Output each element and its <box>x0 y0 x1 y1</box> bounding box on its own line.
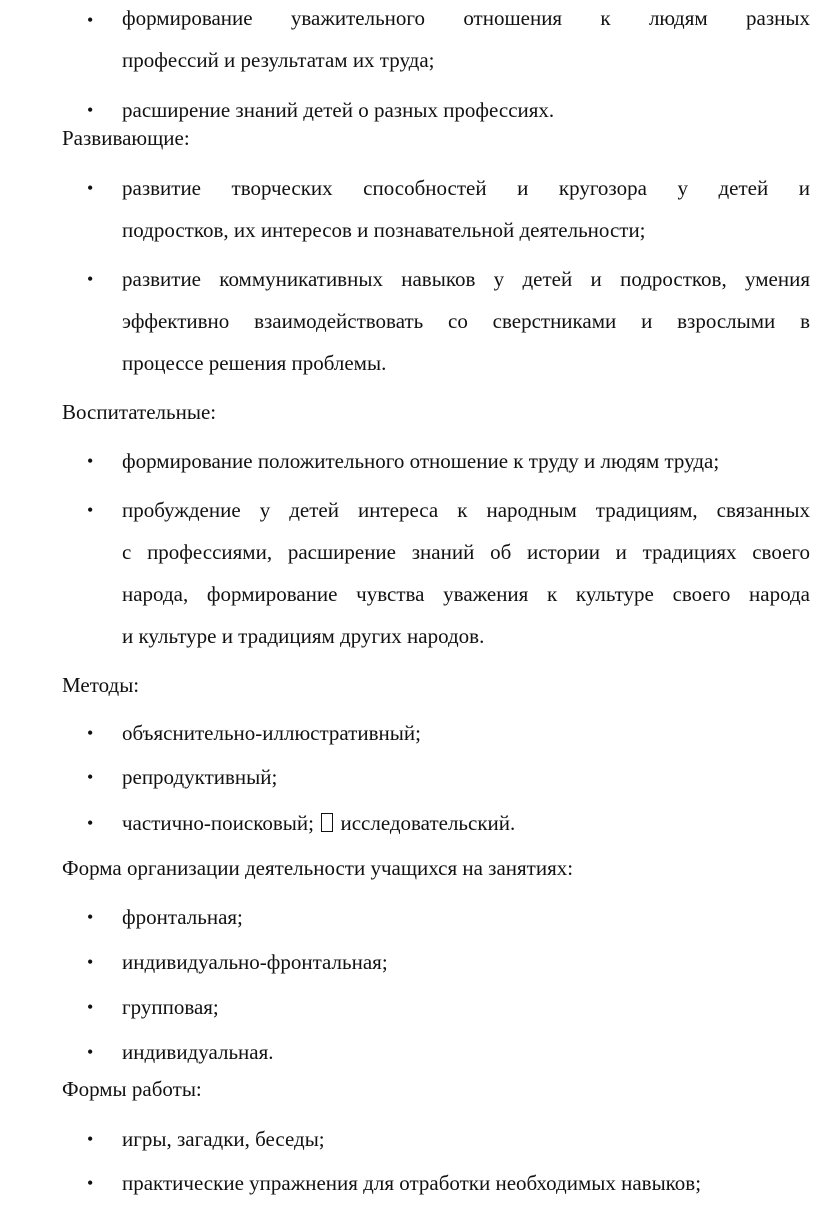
list-item-line: формирование уважительного отношения к людям разных <box>122 6 810 30</box>
list-item-line: индивидуальная. <box>122 1040 274 1064</box>
list-item-line: пробуждение у детей интереса к народным традициям, связанных <box>122 498 810 522</box>
bullet: • <box>87 952 94 972</box>
list-item-line: профессий и результатам их труда; <box>122 48 435 72</box>
method-text-part2: исследовательский. <box>340 811 516 835</box>
list-item-line: расширение знаний детей о разных профессиях. <box>122 98 555 122</box>
section-heading-organization: Форма организации деятельности учащихся на занятиях: <box>62 856 574 880</box>
missing-glyph-icon <box>321 813 333 832</box>
bullet: • <box>87 500 94 520</box>
list-item-line: с профессиями, расширение знаний об истории и традициях своего <box>122 540 810 564</box>
bullet: • <box>87 1042 94 1062</box>
list-item-line <box>122 802 810 844</box>
list-item-line: фронтальная; <box>122 905 243 929</box>
list-item-line: индивидуально-фронтальная; <box>122 950 388 974</box>
list-item-line: формирование положительного отношение к труду и людям труда; <box>122 449 720 473</box>
list-item-line: групповая; <box>122 995 219 1019</box>
bullet: • <box>87 178 94 198</box>
bullet: • <box>87 1129 94 1149</box>
bullet: • <box>87 767 94 787</box>
bullet: • <box>87 723 94 743</box>
list-item-line: процессе решения проблемы. <box>122 351 387 375</box>
list-item-line: народа, формирование чувства уважения к культуре своего народа <box>122 582 810 606</box>
list-item-line: развитие коммуникативных навыков у детей и подростков, умения <box>122 267 810 291</box>
bullet: • <box>87 907 94 927</box>
section-heading-upbringing: Воспитательные: <box>62 400 217 424</box>
bullet: • <box>87 1173 94 1193</box>
list-item-line: развитие творческих способностей и кругозора у детей и <box>122 176 810 200</box>
list-item-line: практические упражнения для отработки необходимых навыков; <box>122 1171 702 1195</box>
bullet: • <box>87 813 94 833</box>
list-item-line: подростков, их интересов и познавательной деятельности; <box>122 218 646 242</box>
bullet: • <box>87 269 94 289</box>
list-item-line: и культуре и традициям других народов. <box>122 624 485 648</box>
list-item-line: объяснительно-иллюстративный; <box>122 721 421 745</box>
bullet: • <box>87 997 94 1017</box>
section-heading-work-forms: Формы работы: <box>62 1077 202 1101</box>
bullet: • <box>87 10 94 30</box>
method-text-part1: частично-поисковый; <box>122 811 314 835</box>
list-item-line: игры, загадки, беседы; <box>122 1127 325 1151</box>
section-heading-developing: Развивающие: <box>62 126 190 150</box>
list-item-line: репродуктивный; <box>122 765 278 789</box>
list-item-line: эффективно взаимодействовать со сверстниками и взрослыми в <box>122 309 810 333</box>
bullet: • <box>87 451 94 471</box>
section-heading-methods: Методы: <box>62 673 140 697</box>
bullet: • <box>87 100 94 120</box>
